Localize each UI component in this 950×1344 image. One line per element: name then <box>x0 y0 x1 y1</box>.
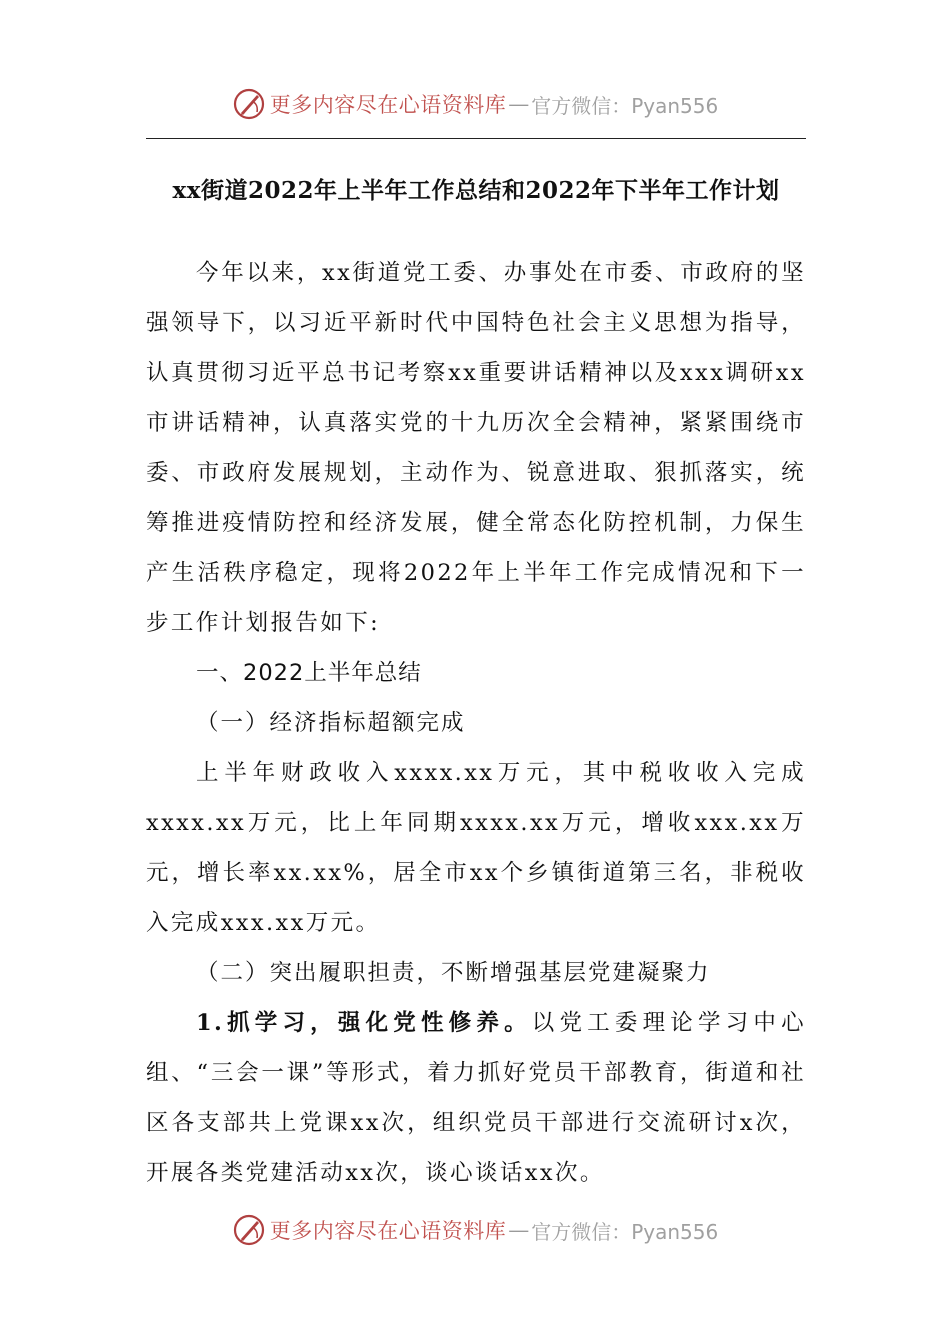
footer-banner <box>0 1210 950 1250</box>
banner-separator: — <box>508 92 530 116</box>
banner-site-text: 更多内容尽在心语资料库 <box>269 93 507 117</box>
intro-paragraph: 今年以来，xx街道党工委、办事处在市委、市政府的坚强领导下，以习近平新时代中国特色社会主义思想为指导，认真贯彻习近平总书记考察xx重要讲话精神以及xxx调研xx市讲话精神，认真落实党的十九历次全会精神，紧紧围绕市委、市政府发展规划，主动作为、锐意进取、狠抓落实，统筹推进疫情防控和经济发展，健全常态化防控机制，力保生产生活秩序稳定，现将2022年上半年工作完成情况和下一步工作计划报告如下: <box>146 260 806 636</box>
subsection-1-paragraph: 上半年财政收入xxxx.xx万元，其中税收收入完成xxxx.xx万元，比上年同期xxxx.xx万元，增收xxx.xx万元，增长率xx.xx%，居全市xx个乡镇街道第三名，非税收入完成xxx.xx万元。 <box>146 760 806 936</box>
item-1-body: 以党工委理论学习中心组、“三会一课”等形式，着力抓好党员干部教育，街道和社区各支部共上党课xx次，组织党员干部进行交流研讨x次，开展各类党建活动xx次，谈心谈话xx次。 <box>146 1010 806 1186</box>
banner-contact-text: 官方微信：Pyan556 <box>531 93 719 118</box>
footer-contact-text: 官方微信：Pyan556 <box>531 1219 719 1244</box>
footer-site-text: 更多内容尽在心语资料库 <box>269 1219 507 1243</box>
item-1-paragraph <box>146 998 806 1198</box>
quill-logo-icon <box>232 1213 266 1247</box>
document-body <box>146 248 806 1198</box>
document-title: xx街道2022年上半年工作总结和2022年下半年工作计划 <box>172 177 780 204</box>
subsection-heading-2: （二）突出履职担责，不断增强基层党建凝聚力 <box>196 960 711 986</box>
section-heading: 一、2022上半年总结 <box>196 660 422 686</box>
item-1-lead: 1.抓学习，强化党性修养。 <box>196 1010 532 1036</box>
header-rule <box>146 138 806 139</box>
footer-separator: — <box>508 1218 530 1242</box>
header-banner <box>0 84 950 124</box>
subsection-heading-1: （一）经济指标超额完成 <box>196 710 466 736</box>
quill-logo-icon <box>232 87 266 121</box>
